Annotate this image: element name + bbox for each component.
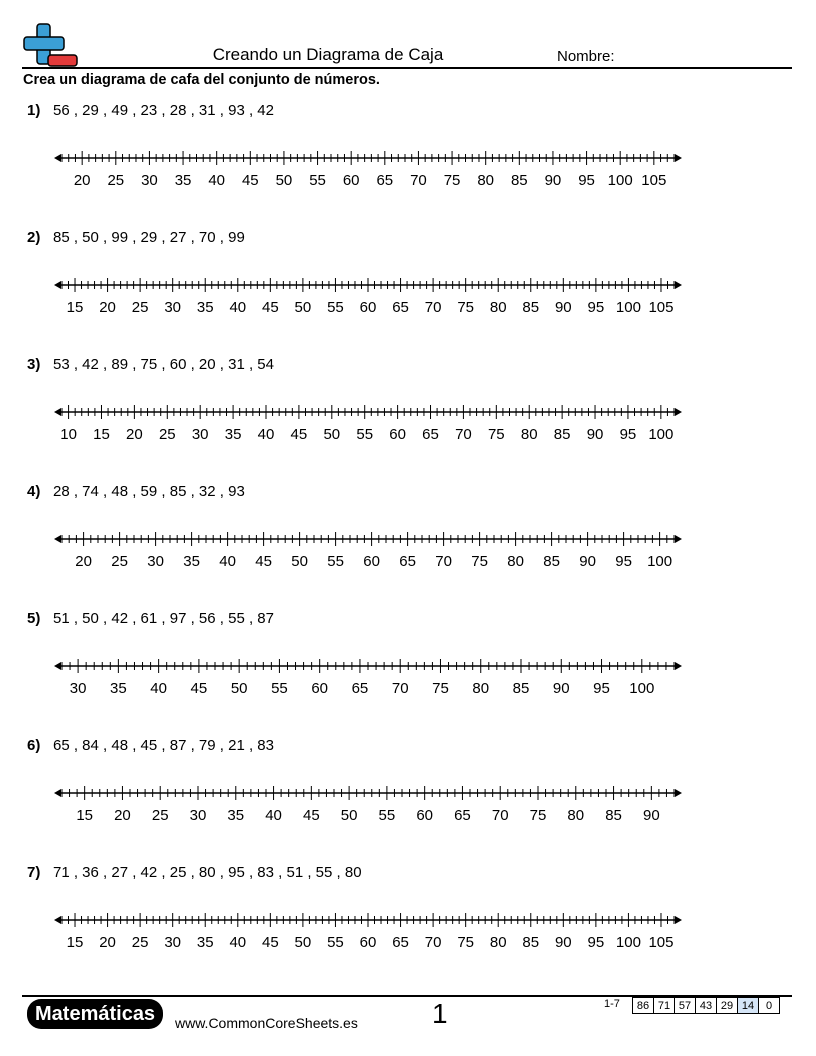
- tick-label: 90: [554, 934, 572, 951]
- tick-label: 40: [265, 807, 282, 824]
- tick-label: 70: [491, 807, 509, 824]
- tick-label: 80: [507, 553, 524, 570]
- tick-label: 15: [93, 426, 110, 443]
- right-arrow-icon: [675, 408, 682, 416]
- problem-number: 3): [27, 356, 41, 373]
- number-line: [0, 610, 816, 730]
- tick-label: 75: [443, 172, 461, 189]
- tick-label: 105: [641, 172, 667, 189]
- header-divider: [22, 67, 792, 69]
- number-line: [0, 864, 816, 984]
- left-arrow-icon: [54, 281, 61, 289]
- problem-4: [0, 483, 816, 603]
- tick-label: 95: [587, 299, 605, 316]
- score-cell: 43: [696, 998, 717, 1014]
- tick-label: 40: [257, 426, 275, 443]
- tick-label: 55: [327, 553, 344, 570]
- tick-label: 80: [567, 807, 585, 824]
- number-line: [0, 356, 816, 476]
- tick-label: 40: [208, 172, 226, 189]
- tick-label: 25: [151, 807, 169, 824]
- left-arrow-icon: [54, 662, 61, 670]
- tick-label: 85: [605, 807, 622, 824]
- tick-label: 95: [615, 553, 632, 570]
- tick-label: 20: [114, 807, 131, 824]
- tick-label: 40: [229, 299, 247, 316]
- problem-data-set: 65 , 84 , 48 , 45 , 87 , 79 , 21 , 83: [53, 737, 274, 754]
- tick-label: 65: [392, 299, 409, 316]
- problem-number: 1): [27, 102, 41, 119]
- score-range-label: 1-7: [604, 998, 620, 1010]
- tick-label: 20: [126, 426, 143, 443]
- tick-label: 35: [183, 553, 200, 570]
- problem-data-set: 28 , 74 , 48 , 59 , 85 , 32 , 93: [53, 483, 245, 500]
- tick-label: 85: [553, 426, 571, 443]
- tick-label: 45: [190, 680, 208, 697]
- tick-label: 20: [99, 934, 116, 951]
- tick-label: 100: [647, 553, 673, 570]
- score-cell: 86: [633, 998, 654, 1014]
- tick-label: 60: [416, 807, 434, 824]
- tick-label: 60: [389, 426, 406, 443]
- tick-label: 25: [131, 934, 149, 951]
- problem-1: [0, 102, 816, 222]
- tick-label: 75: [457, 934, 475, 951]
- number-line: [0, 229, 816, 349]
- score-cell: 71: [654, 998, 675, 1014]
- page-number: 1: [432, 998, 448, 1029]
- tick-label: 90: [586, 426, 604, 443]
- tick-label: 25: [131, 299, 149, 316]
- problem-number: 4): [27, 483, 41, 500]
- tick-label: 15: [66, 299, 84, 316]
- worksheet-title: Creando un Diagrama de Caja: [212, 45, 444, 64]
- right-arrow-icon: [675, 789, 682, 797]
- tick-label: 90: [544, 172, 562, 189]
- tick-label: 30: [164, 934, 182, 951]
- tick-label: 70: [424, 934, 442, 951]
- tick-label: 30: [191, 426, 209, 443]
- right-arrow-icon: [675, 662, 682, 670]
- tick-label: 100: [615, 299, 641, 316]
- tick-label: 45: [255, 553, 272, 570]
- problem-number: 6): [27, 737, 41, 754]
- tick-label: 80: [477, 172, 495, 189]
- tick-label: 70: [435, 553, 452, 570]
- tick-label: 35: [174, 172, 192, 189]
- tick-label: 35: [196, 934, 214, 951]
- tick-label: 45: [290, 426, 308, 443]
- problem-number: 2): [27, 229, 41, 246]
- tick-label: 80: [489, 299, 507, 316]
- tick-label: 30: [141, 172, 158, 189]
- score-key-table: [632, 997, 780, 1014]
- left-arrow-icon: [54, 916, 61, 924]
- tick-label: 50: [275, 172, 293, 189]
- tick-label: 55: [271, 680, 288, 697]
- tick-label: 100: [607, 172, 633, 189]
- tick-label: 65: [392, 934, 409, 951]
- tick-label: 95: [587, 934, 605, 951]
- problem-number: 7): [27, 864, 41, 881]
- tick-label: 95: [578, 172, 595, 189]
- tick-label: 55: [378, 807, 396, 824]
- tick-label: 30: [189, 807, 207, 824]
- tick-label: 45: [261, 299, 279, 316]
- tick-label: 65: [376, 172, 394, 189]
- tick-label: 85: [522, 299, 540, 316]
- problem-3: [0, 356, 816, 476]
- problem-data-set: 85 , 50 , 99 , 29 , 27 , 70 , 99: [53, 229, 245, 246]
- tick-label: 40: [150, 680, 167, 697]
- tick-label: 75: [487, 426, 505, 443]
- tick-label: 25: [107, 172, 125, 189]
- tick-label: 90: [642, 807, 660, 824]
- tick-label: 60: [359, 299, 377, 316]
- tick-label: 60: [359, 934, 377, 951]
- tick-label: 105: [648, 299, 674, 316]
- tick-label: 105: [648, 934, 674, 951]
- score-cell: 29: [717, 998, 738, 1014]
- tick-label: 80: [520, 426, 538, 443]
- tick-label: 85: [522, 934, 540, 951]
- tick-label: 25: [111, 553, 128, 570]
- tick-label: 35: [227, 807, 245, 824]
- tick-label: 95: [619, 426, 637, 443]
- tick-label: 55: [327, 934, 344, 951]
- tick-label: 15: [76, 807, 94, 824]
- tick-label: 60: [363, 553, 380, 570]
- tick-label: 70: [424, 299, 442, 316]
- score-cell: 0: [759, 998, 780, 1014]
- tick-label: 90: [579, 553, 596, 570]
- tick-label: 70: [391, 680, 409, 697]
- instructions: Crea un diagrama de cafa del conjunto de números.: [23, 72, 380, 88]
- tick-label: 65: [422, 426, 439, 443]
- number-line: [0, 737, 816, 857]
- tick-label: 50: [230, 680, 248, 697]
- problem-5: [0, 610, 816, 730]
- tick-label: 75: [529, 807, 547, 824]
- tick-label: 65: [351, 680, 369, 697]
- tick-label: 80: [472, 680, 490, 697]
- tick-label: 100: [615, 934, 641, 951]
- tick-label: 50: [340, 807, 358, 824]
- problem-7: [0, 864, 816, 984]
- tick-label: 70: [410, 172, 427, 189]
- problem-data-set: 56 , 29 , 49 , 23 , 28 , 31 , 93 , 42: [53, 102, 274, 119]
- tick-label: 90: [554, 299, 572, 316]
- problem-data-set: 51 , 50 , 42 , 61 , 97 , 56 , 55 , 87: [53, 610, 274, 627]
- right-arrow-icon: [675, 154, 682, 162]
- tick-label: 30: [69, 680, 87, 697]
- tick-label: 60: [311, 680, 329, 697]
- tick-label: 25: [158, 426, 176, 443]
- brand-badge: Matemáticas: [27, 999, 163, 1029]
- score-cell: 57: [675, 998, 696, 1014]
- tick-label: 90: [552, 680, 570, 697]
- tick-label: 35: [110, 680, 127, 697]
- tick-label: 50: [323, 426, 341, 443]
- tick-label: 45: [261, 934, 279, 951]
- tick-label: 50: [294, 934, 312, 951]
- left-arrow-icon: [54, 789, 61, 797]
- tick-label: 80: [489, 934, 507, 951]
- tick-label: 10: [60, 426, 77, 443]
- tick-label: 60: [342, 172, 360, 189]
- tick-label: 55: [356, 426, 374, 443]
- tick-label: 65: [454, 807, 471, 824]
- problem-number: 5): [27, 610, 41, 627]
- number-line: [0, 483, 816, 603]
- tick-label: 75: [457, 299, 475, 316]
- number-line: [0, 102, 816, 222]
- right-arrow-icon: [675, 916, 682, 924]
- tick-label: 30: [147, 553, 164, 570]
- right-arrow-icon: [675, 281, 682, 289]
- tick-label: 20: [73, 172, 91, 189]
- right-arrow-icon: [675, 535, 682, 543]
- problem-data-set: 71 , 36 , 27 , 42 , 25 , 80 , 95 , 83 , 51 , 55 , 80: [53, 864, 362, 881]
- tick-label: 50: [294, 299, 312, 316]
- tick-label: 35: [196, 299, 214, 316]
- tick-label: 45: [241, 172, 259, 189]
- tick-label: 40: [229, 934, 247, 951]
- tick-label: 85: [543, 553, 560, 570]
- tick-label: 75: [432, 680, 449, 697]
- score-cell: 14: [738, 998, 759, 1014]
- problem-2: [0, 229, 816, 349]
- problem-6: [0, 737, 816, 857]
- tick-label: 70: [455, 426, 472, 443]
- tick-label: 50: [291, 553, 308, 570]
- tick-label: 30: [164, 299, 182, 316]
- tick-label: 85: [510, 172, 528, 189]
- name-label: Nombre:: [557, 48, 615, 65]
- tick-label: 100: [629, 680, 655, 697]
- tick-label: 65: [399, 553, 416, 570]
- tick-label: 35: [224, 426, 242, 443]
- tick-label: 15: [66, 934, 84, 951]
- tick-label: 55: [327, 299, 344, 316]
- tick-label: 20: [99, 299, 116, 316]
- tick-label: 100: [648, 426, 674, 443]
- website-url: www.CommonCoreSheets.es: [175, 1015, 358, 1031]
- left-arrow-icon: [54, 154, 61, 162]
- tick-label: 20: [75, 553, 92, 570]
- tick-label: 75: [471, 553, 488, 570]
- tick-label: 45: [302, 807, 320, 824]
- tick-label: 95: [593, 680, 610, 697]
- left-arrow-icon: [54, 535, 61, 543]
- problem-data-set: 53 , 42 , 89 , 75 , 60 , 20 , 31 , 54: [53, 356, 274, 373]
- tick-label: 85: [512, 680, 530, 697]
- tick-label: 40: [219, 553, 236, 570]
- left-arrow-icon: [54, 408, 61, 416]
- tick-label: 55: [309, 172, 326, 189]
